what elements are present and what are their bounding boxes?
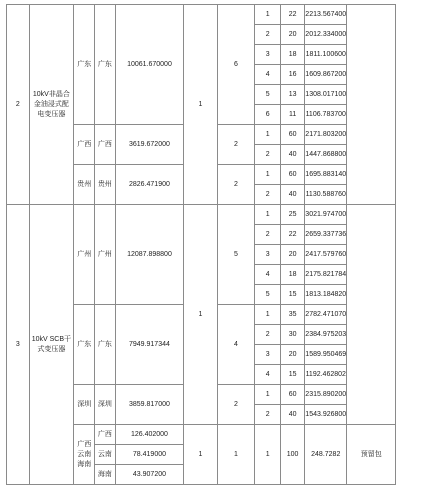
lots-cell: 5: [217, 205, 255, 305]
lot-value: 1609.867200: [305, 65, 347, 85]
lot-value: 1130.588760: [305, 185, 347, 205]
city-cell: 广州: [95, 205, 115, 305]
amount-cell: 12087.898800: [115, 205, 184, 305]
lots-cell: 2: [217, 125, 255, 165]
lot-share: 35: [280, 305, 304, 325]
amount-cell: 2826.471900: [115, 165, 184, 205]
lot-value: 2012.334000: [305, 25, 347, 45]
lot-share: 60: [280, 165, 304, 185]
lot-share: 22: [280, 225, 304, 245]
lot-share: 40: [280, 405, 304, 425]
seq-cell: 2: [7, 5, 30, 205]
item-name: 10kV非晶合金油浸式配电变压器: [29, 5, 74, 205]
lot-value: 1695.883140: [305, 165, 347, 185]
city-cell: 云南: [95, 445, 115, 465]
lot-no: 3: [255, 345, 281, 365]
lot-value: 1811.100600: [305, 45, 347, 65]
item-name: 10kV SCB干式变压器: [29, 205, 74, 485]
lots-cell: 6: [217, 5, 255, 125]
note-cell: [347, 205, 396, 425]
lots-cell: 4: [217, 305, 255, 385]
lot-value: 1589.950469: [305, 345, 347, 365]
lot-no: 1: [255, 305, 281, 325]
lot-no: 3: [255, 245, 281, 265]
amount-cell: 10061.670000: [115, 5, 184, 125]
lot-value: 2171.803200: [305, 125, 347, 145]
lot-no: 5: [255, 85, 281, 105]
amount-cell: 78.419000: [115, 445, 184, 465]
lot-no: 3: [255, 45, 281, 65]
lot-share: 40: [280, 185, 304, 205]
amount-cell: 3859.817000: [115, 385, 184, 425]
lot-value: 1308.017100: [305, 85, 347, 105]
lot-share: 15: [280, 285, 304, 305]
lot-value: 3021.974700: [305, 205, 347, 225]
lots-cell: 2: [217, 165, 255, 205]
lot-value: 1543.926800: [305, 405, 347, 425]
lot-no: 1: [255, 425, 281, 485]
lot-share: 13: [280, 85, 304, 105]
lot-no: 2: [255, 185, 281, 205]
note-cell: [347, 5, 396, 205]
lot-value: 2175.821784: [305, 265, 347, 285]
lot-no: 2: [255, 405, 281, 425]
sub-count-cell: 1: [184, 205, 217, 425]
lot-no: 1: [255, 385, 281, 405]
lots-cell: 2: [217, 385, 255, 425]
lot-share: 15: [280, 365, 304, 385]
lot-value: 1813.184820: [305, 285, 347, 305]
lot-value: 1106.783700: [305, 105, 347, 125]
lot-value: 2315.890200: [305, 385, 347, 405]
lot-share: 11: [280, 105, 304, 125]
lot-no: 1: [255, 165, 281, 185]
lot-no: 6: [255, 105, 281, 125]
lot-share: 40: [280, 145, 304, 165]
lot-share: 18: [280, 265, 304, 285]
lot-share: 16: [280, 65, 304, 85]
city-cell: 广东: [95, 305, 115, 385]
lot-share: 20: [280, 345, 304, 365]
lot-value: 2417.579760: [305, 245, 347, 265]
region-cell: 广东: [74, 5, 95, 125]
lot-no: 4: [255, 365, 281, 385]
lot-value: 2782.471070: [305, 305, 347, 325]
lot-no: 4: [255, 265, 281, 285]
lot-share: 60: [280, 125, 304, 145]
lot-share: 18: [280, 45, 304, 65]
amount-cell: 126.402000: [115, 425, 184, 445]
lot-share: 20: [280, 25, 304, 45]
lot-share: 20: [280, 245, 304, 265]
lot-share: 25: [280, 205, 304, 225]
city-cell: 广西: [95, 125, 115, 165]
lot-value: 2213.567400: [305, 5, 347, 25]
lot-no: 5: [255, 285, 281, 305]
region-cell: 广西: [74, 125, 95, 165]
city-cell: 广东: [95, 5, 115, 125]
lot-no: 2: [255, 25, 281, 45]
procurement-table: [6, 4, 427, 485]
lot-no: 1: [255, 125, 281, 145]
lot-share: 22: [280, 5, 304, 25]
lot-share: 60: [280, 385, 304, 405]
region-cell: 贵州: [74, 165, 95, 205]
region-cell: 深圳: [74, 385, 95, 425]
note-cell: 预留包: [347, 425, 396, 485]
lot-share: 100: [280, 425, 304, 485]
lot-value: 2659.337736: [305, 225, 347, 245]
city-cell: 贵州: [95, 165, 115, 205]
lot-value: 1192.462802: [305, 365, 347, 385]
lot-value: 248.7282: [305, 425, 347, 485]
region-cell: 广东: [74, 305, 95, 385]
lot-no: 2: [255, 325, 281, 345]
lot-value: 2384.975203: [305, 325, 347, 345]
amount-cell: 43.907200: [115, 465, 184, 485]
lot-no: 1: [255, 205, 281, 225]
city-cell: 海南: [95, 465, 115, 485]
lot-no: 1: [255, 5, 281, 25]
lot-value: 1447.868800: [305, 145, 347, 165]
region-cell: 广西云南海南: [74, 425, 95, 485]
amount-cell: 3619.672000: [115, 125, 184, 165]
lot-no: 2: [255, 145, 281, 165]
city-cell: 广西: [95, 425, 115, 445]
lot-no: 4: [255, 65, 281, 85]
seq-cell: 3: [7, 205, 30, 485]
lot-no: 2: [255, 225, 281, 245]
region-cell: 广州: [74, 205, 95, 305]
sub-count-cell: 1: [184, 5, 217, 205]
sub-count-cell: 1: [184, 425, 217, 485]
city-cell: 深圳: [95, 385, 115, 425]
lot-share: 30: [280, 325, 304, 345]
amount-cell: 7949.917344: [115, 305, 184, 385]
lots-cell: 1: [217, 425, 255, 485]
